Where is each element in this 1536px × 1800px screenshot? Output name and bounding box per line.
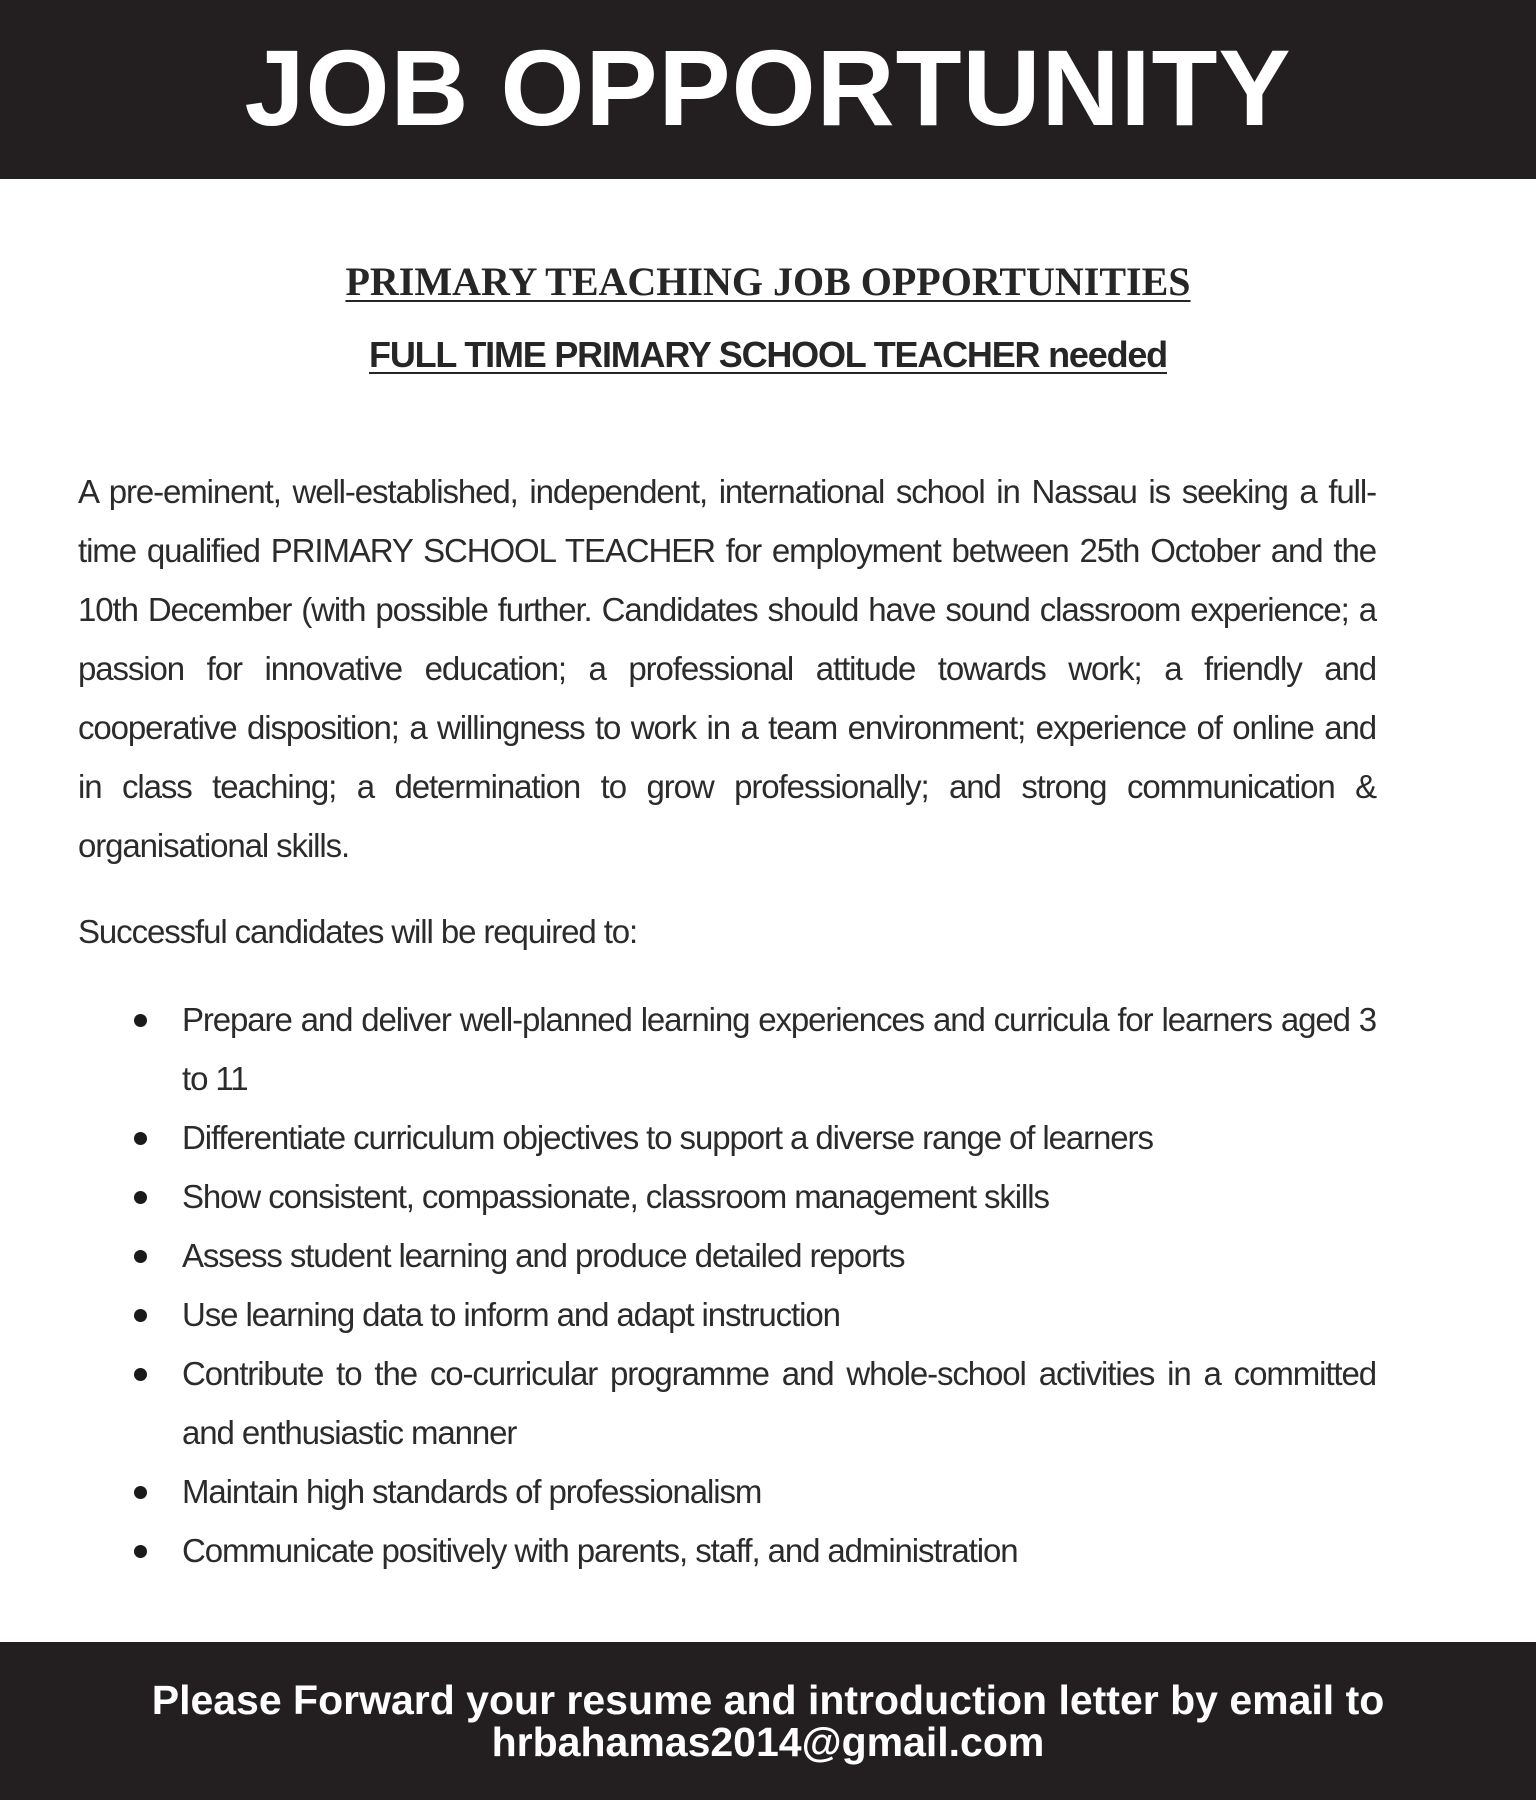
secondary-heading: FULL TIME PRIMARY SCHOOL TEACHER needed (369, 334, 1167, 375)
primary-heading: PRIMARY TEACHING JOB OPPORTUNITIES (345, 259, 1191, 304)
page-title: JOB OPPORTUNITY (244, 26, 1292, 148)
header-banner (0, 0, 1536, 179)
bullet-icon (134, 1191, 147, 1204)
requirement-text: Show consistent, compassionate, classroom management skills (182, 1178, 1049, 1215)
requirement-text: Differentiate curriculum objectives to support a diverse range of learners (182, 1119, 1153, 1156)
bullet-icon (134, 1250, 147, 1263)
list-item (78, 1108, 1376, 1167)
requirement-text: Communicate positively with parents, staff, and administration (182, 1532, 1018, 1569)
requirement-text: Use learning data to inform and adapt instruction (182, 1296, 840, 1333)
bullet-icon (134, 1132, 147, 1145)
footer-banner (0, 1642, 1536, 1800)
list-item (78, 1167, 1376, 1226)
bullet-icon (134, 1368, 147, 1381)
requirement-text: Prepare and deliver well-planned learning experiences and curricula for learners aged 3 to 11 (182, 1001, 1376, 1097)
list-item (78, 990, 1376, 1108)
list-item (78, 1285, 1376, 1344)
requirement-text: Maintain high standards of professionalism (182, 1473, 762, 1510)
footer-instruction: Please Forward your resume and introduction letter by email to (151, 1677, 1385, 1723)
bullet-icon (134, 1309, 147, 1322)
bullet-icon (134, 1014, 147, 1027)
list-item (78, 1344, 1376, 1462)
bullet-icon (134, 1545, 147, 1558)
contact-email: hrbahamas2014@gmail.com (491, 1719, 1045, 1765)
intro-paragraph: A pre-eminent, well-established, independent, international school in Nassau is seeking a full-time qualified PRIMARY SCHOOL TEACHER for employment between 25th October and the 10th December (with possible further. Candidates should have sound classroom experience; a passion for innovative education; a professional attitude towards work; a friendly and cooperative disposition; a willingness to work in a team environment; experience of online and in class teaching; a determination to grow professionally; and strong communication & organisational skills. (78, 473, 1376, 864)
requirement-text: Assess student learning and produce detailed reports (182, 1237, 905, 1274)
requirements-lead-in: Successful candidates will be required to: (78, 913, 638, 950)
requirement-text: Contribute to the co-curricular programme and whole-school activities in a committed and enthusiastic manner (182, 1355, 1376, 1451)
list-item (78, 1462, 1376, 1521)
list-item (78, 1226, 1376, 1285)
bullet-icon (134, 1486, 147, 1499)
requirements-list (78, 990, 1376, 1580)
list-item (78, 1521, 1376, 1580)
